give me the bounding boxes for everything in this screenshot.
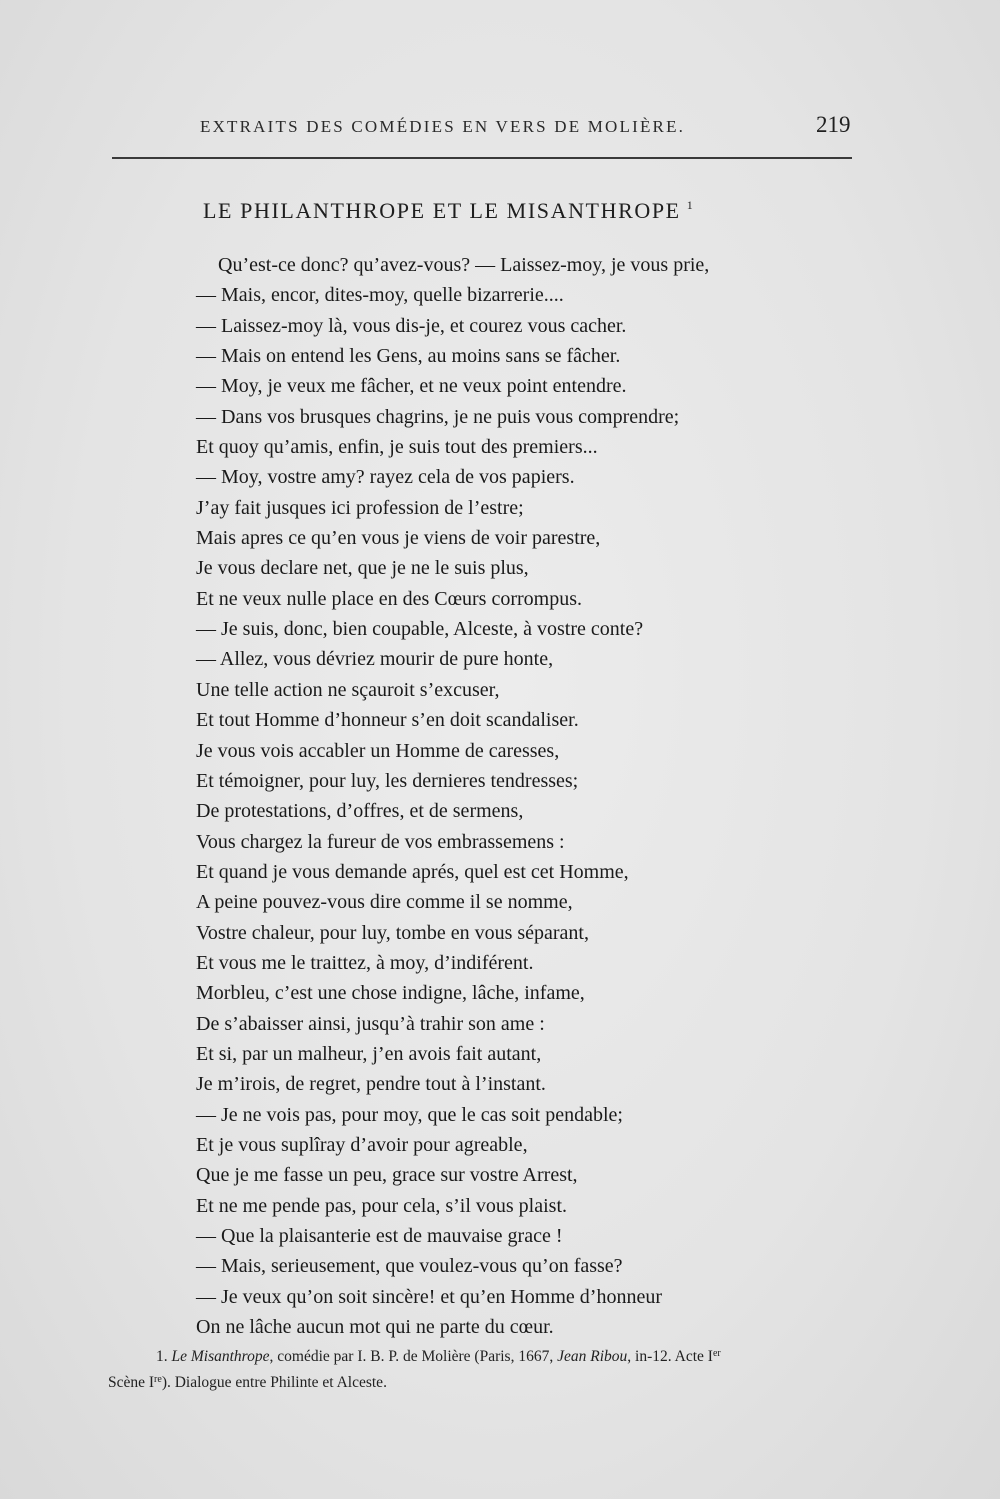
verse-line: — Je veux qu’on soit sincère! et qu’en Homme d’honneur [196,1285,662,1308]
verse-line: — Dans vos brusques chagrins, je ne puis vous comprendre; [196,405,680,428]
page-number: 219 [816,112,851,137]
verse-line: Vostre chaleur, pour luy, tombe en vous séparant, [196,921,589,944]
verse-line: Une telle action ne sçauroit s’excuser, [196,678,500,701]
footnote-text-c: Scène I [108,1374,155,1391]
verse-line: — Mais, serieusement, que voulez-vous qu’on fasse? [196,1255,623,1278]
verse-line: Et tout Homme d’honneur s’en doit scandaliser. [196,709,579,732]
verse-line: A peine pouvez-vous dire comme il se nomme, [196,891,573,914]
verse-line: De s’abaisser ainsi, jusqu’à trahir son ame : [196,1012,545,1035]
verse-block [196,250,796,1342]
verse-line: Je vous declare net, que je ne le suis plus, [196,557,529,580]
verse-line: — Moy, vostre amy? rayez cela de vos papiers. [196,466,575,489]
verse-line: — Mais, encor, dites-moy, quelle bizarrerie.... [196,284,564,307]
verse-line: J’ay fait jusques ici profession de l’estre; [196,496,524,519]
section-title [203,198,693,224]
footnote-text-d: ). Dialogue entre Philinte et Alceste. [161,1374,387,1391]
verse-line: Et je vous suplîray d’avoir pour agreable, [196,1133,528,1156]
footnote-act-sup: er [712,1348,721,1359]
verse-line: Morbleu, c’est une chose indigne, lâche, infame, [196,982,585,1005]
verse-line: Et vous me le traittez, à moy, d’indiférent. [196,951,534,974]
footnote-line-2 [108,1368,868,1394]
verse-line: — Allez, vous dévriez mourir de pure honte, [196,648,554,671]
footnote-number: 1. [156,1348,168,1365]
footnote-publisher: Jean Ribou [557,1348,628,1365]
footnote [108,1342,868,1394]
verse-line: Et ne veux nulle place en des Cœurs corrompus. [196,587,583,610]
verse-line: Et si, par un malheur, j’en avois fait autant, [196,1042,542,1065]
verse-line: Et quand je vous demande aprés, quel est cet Homme, [196,860,629,883]
verse-line: — Laissez-moy là, vous dis-je, et courez vous cacher. [196,314,627,337]
verse-line: — Je suis, donc, bien coupable, Alceste, à vostre conte? [196,618,644,641]
footnote-line-1 [108,1342,868,1368]
footnote-title: Le Misanthrope [171,1348,270,1365]
footnote-text-a: , comédie par I. B. P. de Molière (Paris, 1667, [269,1348,558,1365]
verse-line: Je vous vois accabler un Homme de caresses, [196,739,560,762]
verse-line: Qu’est-ce donc? qu’avez-vous? — Laissez-moy, je vous prie, [218,254,710,276]
verse-line: — Je ne vois pas, pour moy, que le cas soit pendable; [196,1103,623,1126]
section-title-text: LE PHILANTHROPE ET LE MISANTHROPE [203,198,681,223]
footnote-text-b: , in-12. Acte I [627,1348,713,1365]
footnote-scene-sup: re [154,1374,162,1385]
header-rule [112,157,852,159]
verse-line: Vous chargez la fureur de vos embrassemens : [196,830,565,853]
verse-line: Et témoigner, pour luy, les dernieres tendresses; [196,769,579,792]
verse-line: — Que la plaisanterie est de mauvaise grace ! [196,1225,563,1247]
footnote-marker: 1 [686,198,693,212]
verse-line: Que je me fasse un peu, grace sur vostre Arrest, [196,1164,578,1187]
verse-line: On ne lâche aucun mot qui ne parte du cœur. [196,1316,554,1339]
running-head: EXTRAITS DES COMÉDIES EN VERS DE MOLIÈRE. [200,117,686,136]
verse-line: Je m’irois, de regret, pendre tout à l’instant. [196,1073,546,1096]
verse-line: — Moy, je veux me fâcher, et ne veux point entendre. [196,375,627,398]
verse-line: — Mais on entend les Gens, au moins sans se fâcher. [196,345,621,368]
verse-line: Et quoy qu’amis, enfin, je suis tout des premiers... [196,436,598,459]
verse-line: De protestations, d’offres, et de sermens, [196,800,524,823]
verse-line: Et ne me pende pas, pour cela, s’il vous plaist. [196,1194,568,1217]
verse-line: Mais apres ce qu’en vous je viens de voir parestre, [196,527,601,550]
